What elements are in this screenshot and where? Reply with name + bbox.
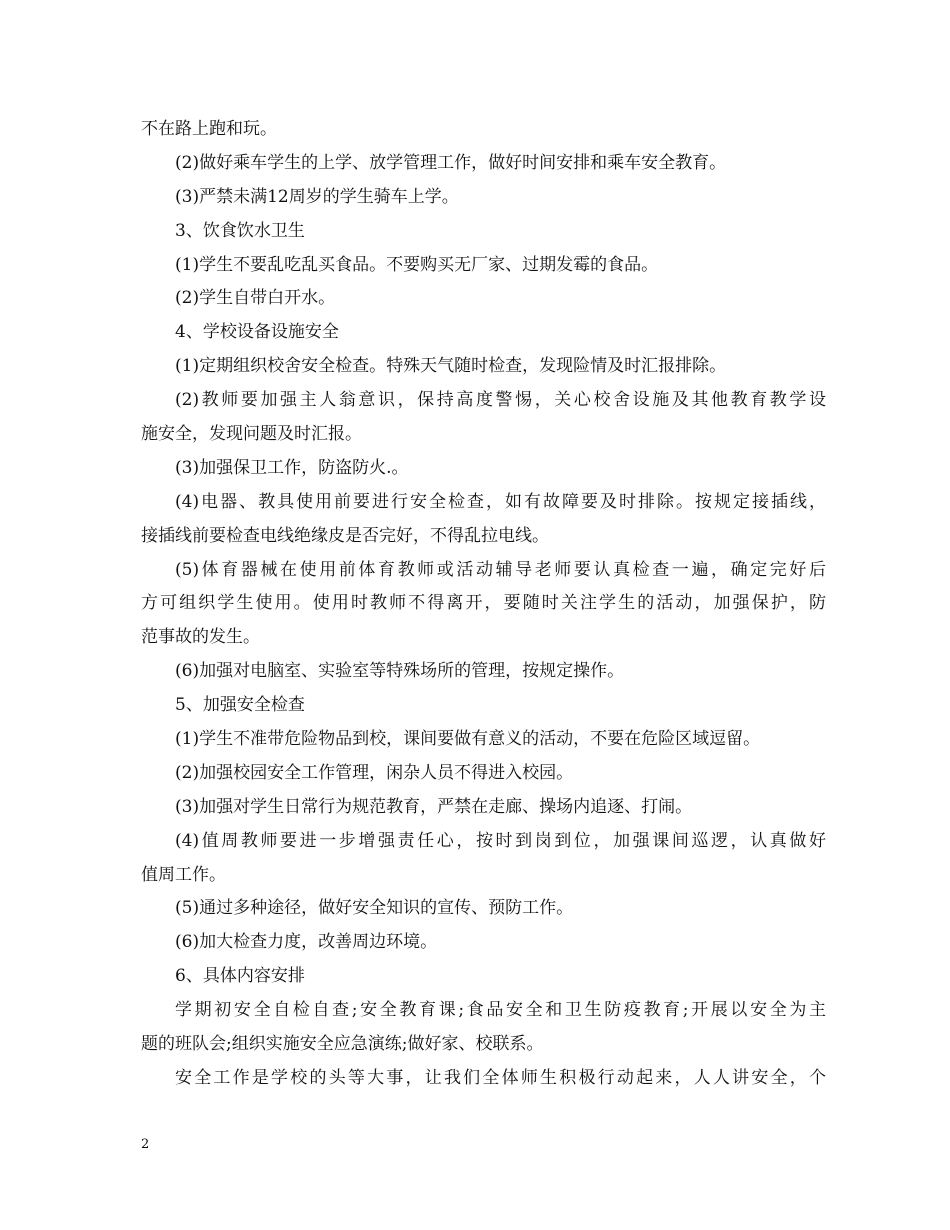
text-line-item-1: (1)学生不准带危险物品到校，课间要做有意义的活动，不要在危险区域逗留。 bbox=[175, 729, 761, 750]
text-line-item-2: (2)做好乘车学生的上学、放学管理工作，做好时间安排和乘车安全教育。 bbox=[175, 152, 727, 173]
text-line-item-3: (3)加强保卫工作，防盗防火.。 bbox=[175, 457, 409, 478]
text-line-continuation: 方可组织学生使用。使用时教师不得离开，要随时关注学生的活动，加强保护，防 bbox=[141, 593, 826, 614]
text-line-continuation: 接插线前要检查电线绝缘皮是否完好，不得乱拉电线。 bbox=[141, 525, 549, 546]
text-line-item-4: (4)值周教师要进一步增强责任心，按时到岗到位，加强课间巡逻，认真做好 bbox=[175, 830, 826, 851]
text-line-item-3: (3)严禁未满12周岁的学生骑车上学。 bbox=[175, 186, 459, 207]
text-line-item-2: (2)学生自带白开水。 bbox=[175, 288, 336, 309]
text-line-continuation: 不在路上跑和玩。 bbox=[141, 119, 277, 139]
section-heading-3: 3、饮食饮水卫生 bbox=[175, 220, 305, 241]
text-line-item-5: (5)体育器械在使用前体育教师或活动辅导老师要认真检查一遍，确定完好后 bbox=[175, 559, 826, 580]
text-line-paragraph: 安全工作是学校的头等大事，让我们全体师生积极行动起来，人人讲安全，个 bbox=[175, 1067, 826, 1088]
section-heading-6: 6、具体内容安排 bbox=[175, 966, 305, 987]
section-heading-4: 4、学校设备设施安全 bbox=[175, 322, 339, 343]
text-line-item-3: (3)加强对学生日常行为规范教育，严禁在走廊、操场内追逐、打闹。 bbox=[175, 796, 693, 817]
text-line-item-6: (6)加强对电脑室、实验室等特殊场所的管理，按规定操作。 bbox=[175, 661, 625, 682]
text-line-paragraph: 学期初安全自检自查;安全教育课;食品安全和卫生防疫教育;开展以安全为主 bbox=[175, 1000, 826, 1021]
text-line-continuation: 值周工作。 bbox=[141, 864, 226, 885]
text-line-item-6: (6)加大检查力度，改善周边环境。 bbox=[175, 932, 438, 953]
text-line-continuation: 题的班队会;组织实施安全应急演练;做好家、校联系。 bbox=[141, 1034, 544, 1055]
page-number: 2 bbox=[141, 1137, 150, 1152]
text-line-item-2: (2)加强校园安全工作管理，闲杂人员不得进入校园。 bbox=[175, 762, 574, 783]
text-line-item-5: (5)通过多种途径，做好安全知识的宣传、预防工作。 bbox=[175, 898, 574, 919]
text-line-item-1: (1)学生不要乱吃乱买食品。不要购买无厂家、过期发霉的食品。 bbox=[175, 254, 659, 275]
document-body bbox=[141, 113, 826, 1096]
text-line-continuation: 施安全，发现问题及时汇报。 bbox=[141, 424, 362, 445]
text-line-item-1: (1)定期组织校舍安全检查。特殊天气随时检查，发现险情及时汇报排除。 bbox=[175, 356, 727, 377]
section-heading-5: 5、加强安全检查 bbox=[175, 695, 305, 716]
text-line-item-4: (4)电器、教具使用前要进行安全检查，如有故障要及时排除。按规定接插线， bbox=[175, 491, 826, 512]
text-line-item-2: (2)教师要加强主人翁意识，保持高度警惕，关心校舍设施及其他教育教学设 bbox=[175, 390, 826, 411]
text-line-continuation: 范事故的发生。 bbox=[141, 627, 260, 648]
